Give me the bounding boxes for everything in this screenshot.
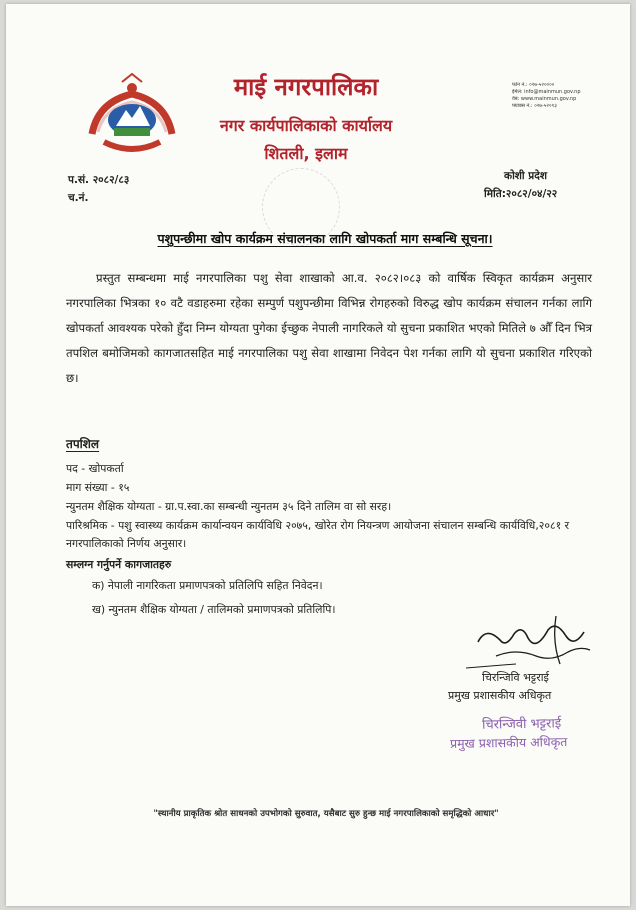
reference-number: प.सं. २०८२/८३ <box>68 174 130 186</box>
office-name: माई नगरपालिका <box>233 73 379 101</box>
detail-count: माग संख्या - १५ <box>66 481 130 494</box>
contact-line: फ्याक्स नं.: ०२७-५२०१३ <box>512 103 557 109</box>
notice-body: प्रस्तुत सम्बन्धमा माई नगरपालिका पशु सेवा शाखाको आ.व. २०८२।०८३ को वार्षिक स्विकृत कार्यक्रम अनुसार नगरपालिका भित्रका १० वटै वडाहरुमा रहेका सम्पुर्ण पशुपन्छीमा विभिन्न रोगहरुको विरुद्ध खोप कार्यक्रम संचालन गर्नका लागि खोपकर्ता आवश्यक परेको हुँदा निम्न योग्यता पुगेका ईच्छुक नेपाली नागरिकले यो सुचना प्रकाशित भएको मितिले ७ औँ दिन भित्र तपशिल बमोजिमको कागजातसहित माई नगरपालिका पशु सेवा शाखामा निवेदन पेश गर्नका लागि यो सुचना प्रकाशित गरिएको छ। <box>66 271 592 385</box>
footer-slogan: "स्थानीय प्राकृतिक श्रोत साधनको उपभोगको सुरुवात, यसैबाट सुरु हुन्छ माई नगरपालिकाको समृद्धिको आधार" <box>153 809 499 819</box>
notice-subject: पशुपन्छीमा खोप कार्यक्रम संचालनका लागि खोपकर्ता माग सम्बन्धि सूचना। <box>157 231 493 246</box>
details-heading: तपशिल <box>66 437 100 451</box>
stamp-role: प्रमुख प्रशासकीय अधिकृत <box>449 733 568 752</box>
detail-qualification: न्युनतम शैक्षिक योग्यता - ग्रा.प.स्वा.का सम्बन्धी न्युनतम ३५ दिने तालिम वा सो सरह। <box>66 500 392 513</box>
contact-line: ईमेल: info@mainmun.gov.np <box>512 89 581 95</box>
stamp-name: चिरन्जिवी भट्टराई <box>481 716 562 733</box>
doc-item: क) नेपाली नागरिकता प्रमाणपत्रको प्रतिलिपि सहित निवेदन। <box>92 579 323 592</box>
doc-item: ख) न्युनतम शैक्षिक योग्यता / तालिमको प्रमाणपत्रको प्रतिलिपि। <box>92 603 336 616</box>
office-subtitle: नगर कार्यपालिकाको कार्यालय <box>219 116 393 135</box>
signatory-role: प्रमुख प्रशासकीय अधिकृत <box>448 689 552 702</box>
letter-page <box>6 4 630 906</box>
docs-heading: सम्लग्न गर्नुपर्ने कागजातहरु <box>66 558 172 571</box>
letter-date: मिति:२०८२/०४/२२ <box>484 188 558 200</box>
province-label: कोशी प्रदेश <box>504 170 547 182</box>
detail-remuneration: पारिश्रमिक - पशु स्वास्थ्य कार्यक्रम कार्यान्वयन कार्यविधि २०७५, खोरेत रोग नियन्त्रण आयोजना संचालन सम्बन्धि कार्यविधि,२०८१ र नगरपालिकाको निर्णय अनुसार। <box>66 519 570 550</box>
signatory-name: चिरन्जिवि भट्टराई <box>482 671 549 684</box>
dispatch-number: च.नं. <box>68 192 89 204</box>
office-location: शितली, इलाम <box>264 144 348 163</box>
contact-line: वेब: www.mainmun.gov.np <box>512 96 577 102</box>
handwritten-signature <box>456 612 596 676</box>
contact-line: फोन नं.: ०२७-५२०००० <box>512 82 555 88</box>
detail-post: पद - खोपकर्ता <box>66 462 124 475</box>
